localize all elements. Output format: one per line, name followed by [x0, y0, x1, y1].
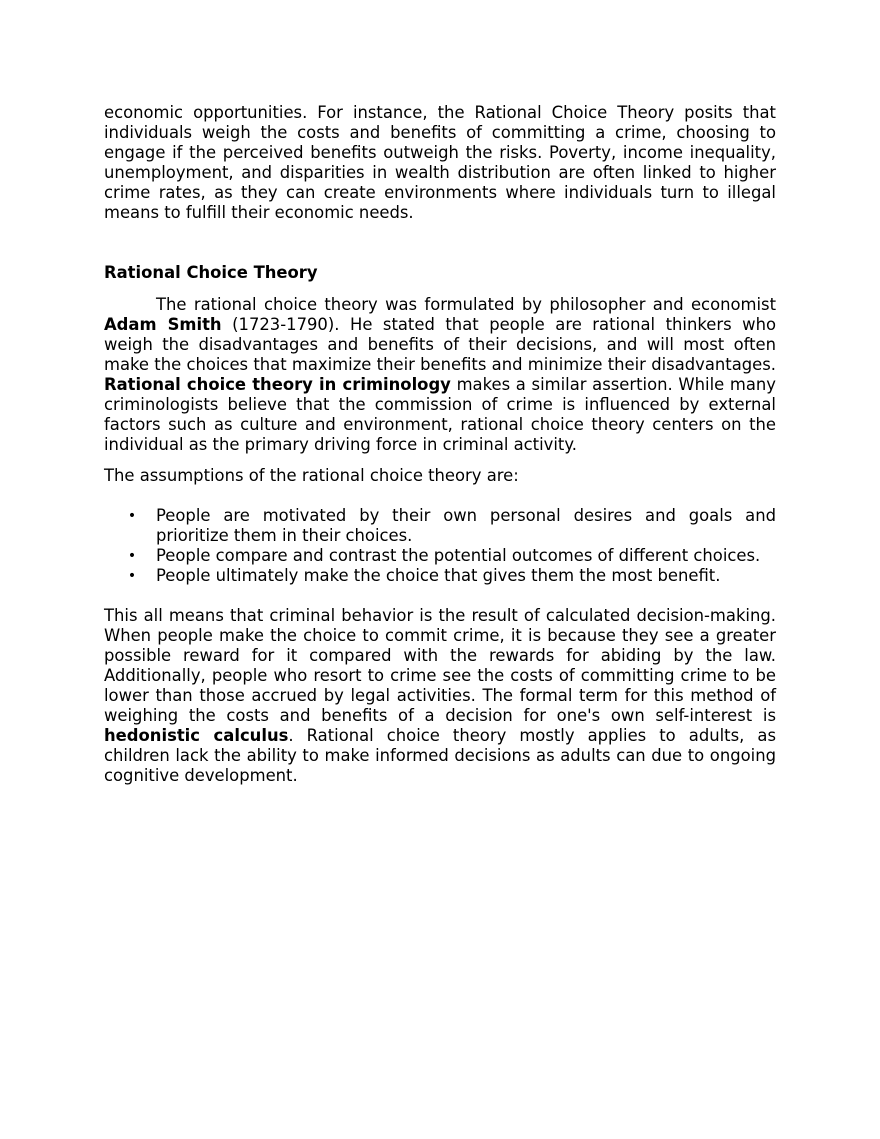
bullet-icon: •: [127, 508, 137, 524]
list-item: [104, 506, 776, 546]
bullet-icon: •: [127, 548, 137, 564]
criminology-bold: Rational choice theory in criminology: [104, 375, 451, 394]
list-item-text: People compare and contrast the potential outcomes of different choices.: [156, 546, 761, 565]
conclusion-text-1: This all means that criminal behavior is the result of calculated decision-making. When people make the choice to commit crime, it is because they see a greater possible reward for it compared with the rewards for abiding by the law. Additionally, people who resort to crime see the costs of committing crime to be lower than those accrued by legal activities. The formal term for this method of weighing the costs and benefits of a decision for one's own self-interest is: [104, 606, 776, 725]
theory-paragraph: [104, 295, 776, 455]
list-item: [104, 546, 776, 566]
bullet-icon: •: [127, 568, 137, 584]
theory-text-1: The rational choice theory was formulated by philosopher and economist: [156, 295, 776, 314]
intro-paragraph: economic opportunities. For instance, the Rational Choice Theory posits that individuals weigh the costs and benefits of committing a crime, choosing to engage if the perceived benefits outweigh the risks. Poverty, income inequality, unemployment, and disparities in wealth distribution are often linked to higher crime rates, as they can create environments where individuals turn to illegal means to fulfill their economic needs.: [104, 103, 776, 222]
hedonistic-calculus-bold: hedonistic calculus: [104, 726, 289, 745]
conclusion-text-2: . Rational choice theory mostly applies to adults, as children lack the ability to make informed decisions as adults can due to ongoing cognitive development.: [104, 726, 776, 785]
theory-text-2: (1723-1790). He stated that people are rational thinkers who weigh the disadvantages and benefits of their decisions, and will most often make the choices that maximize their benefits and minimize their disadvantages.: [104, 315, 776, 374]
document-page: [104, 103, 776, 786]
adam-smith-bold: Adam Smith: [104, 315, 222, 334]
list-item-text: People are motivated by their own personal desires and goals and prioritize them in their choices.: [156, 506, 776, 545]
list-item-text: People ultimately make the choice that gives them the most benefit.: [156, 566, 721, 585]
theory-text-3: makes a similar assertion. While many criminologists believe that the commission of crime is influenced by external factors such as culture and environment, rational choice theory centers on the individual as the primary driving force in criminal activity.: [104, 375, 776, 454]
section-heading: Rational Choice Theory: [104, 263, 318, 282]
conclusion-paragraph: [104, 606, 776, 786]
assumptions-lead: The assumptions of the rational choice theory are:: [104, 466, 519, 485]
assumptions-list: [104, 506, 776, 586]
list-item: [104, 566, 776, 586]
